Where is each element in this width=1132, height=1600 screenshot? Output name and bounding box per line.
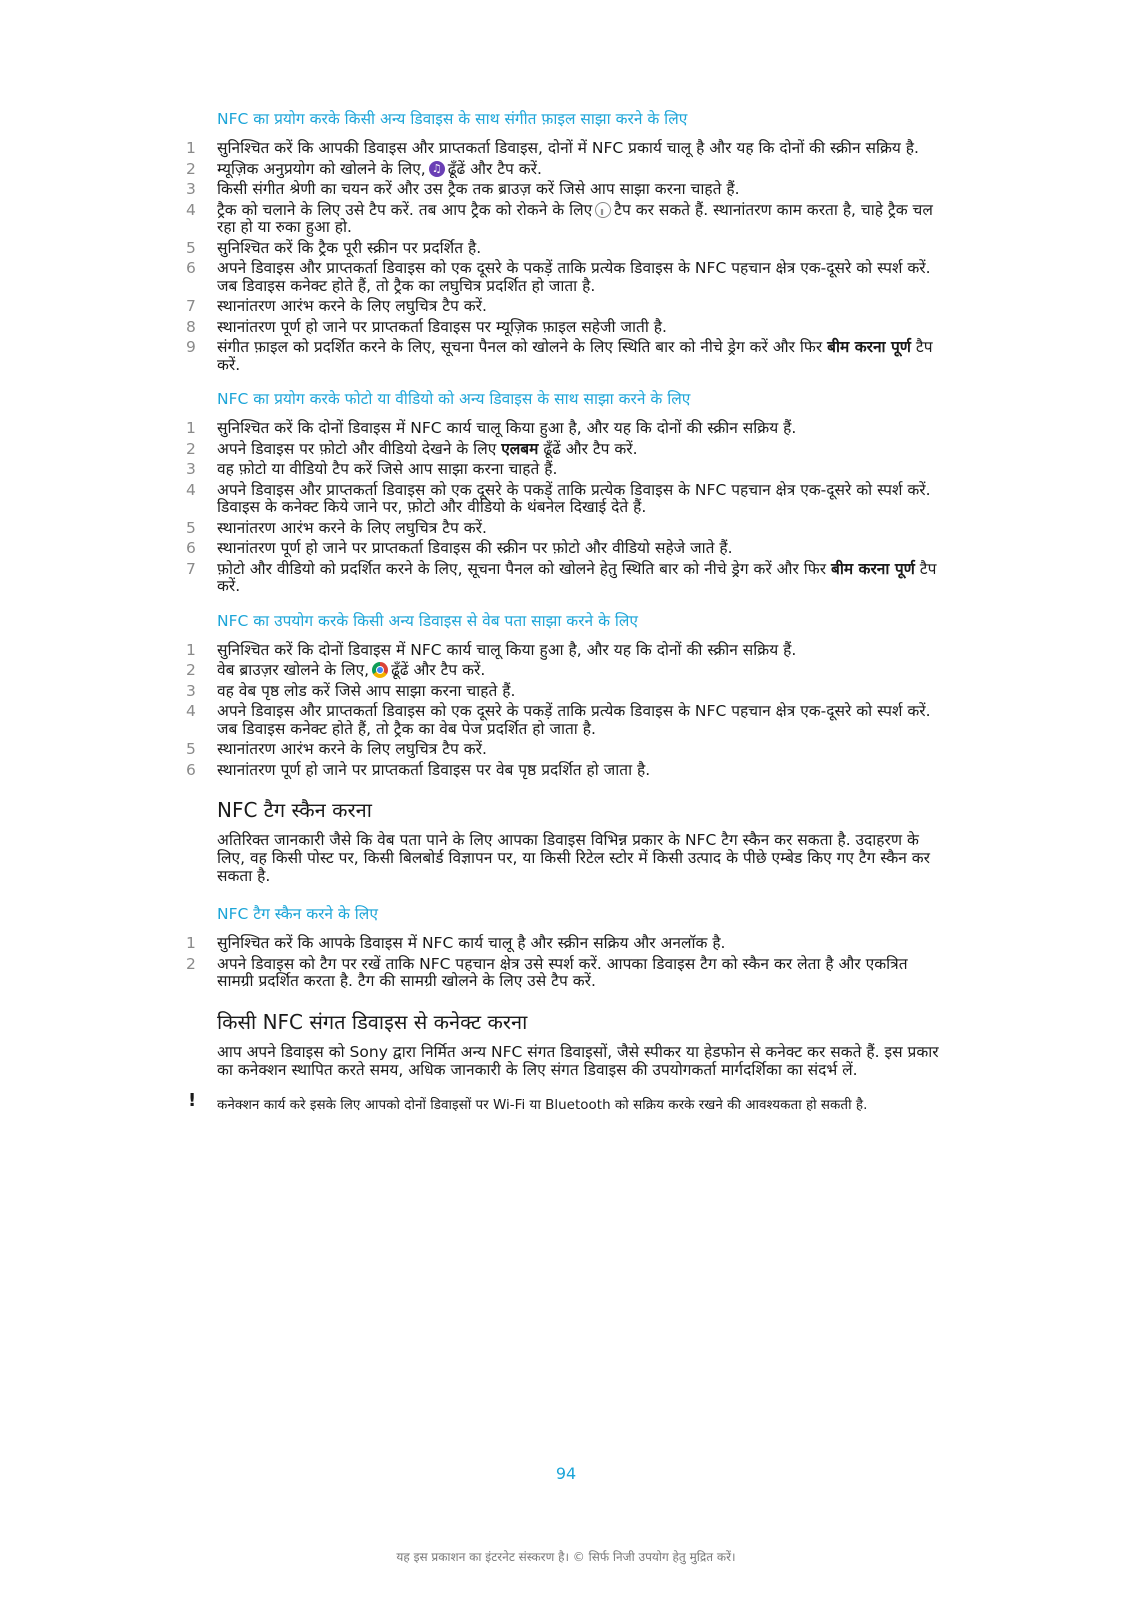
photo-share-steps <box>186 420 946 596</box>
note-text: कनेक्शन कार्य करे इसके लिए आपको दोनों डिवाइसों पर Wi-Fi या Bluetooth को सक्रिय करके रखने की आवश्यकता हो सकती है. <box>217 1096 868 1113</box>
web-share-steps <box>186 642 946 780</box>
step-number: 4 <box>186 702 196 720</box>
step-text: संगीत फ़ाइल को प्रदर्शित करने के लिए, सूचना पैनल को खोलने के लिए स्थिति बार को नीचे ड्रेग करें और फिर <box>217 338 823 356</box>
step-text: स्थानांतरण पूर्ण हो जाने पर प्राप्तकर्ता डिवाइस पर म्यूज़िक फ़ाइल सहेजी जाती है. <box>217 317 667 336</box>
step-text: अपने डिवाइस पर फ़ोटो और वीडियो देखने के लिए <box>217 439 497 458</box>
step-text: सुनिश्चित करें कि दोनों डिवाइस में NFC कार्य चालू किया हुआ है, और यह कि दोनों की स्क्रीन सक्रिय हैं. <box>217 419 797 437</box>
step-number: 7 <box>186 297 196 315</box>
list-item <box>186 935 946 953</box>
step-text: सुनिश्चित करें कि दोनों डिवाइस में NFC कार्य चालू किया हुआ है, और यह कि दोनों की स्क्रीन सक्रिय हैं. <box>217 640 797 659</box>
step-number: 6 <box>186 539 196 557</box>
nfc-tag-paragraph: अतिरिक्त जानकारी जैसे कि वेब पता पाने के लिए आपका डिवाइस विभिन्न प्रकार के NFC टैग स्कैन कर सकता है. उदाहरण के लिए, वह किसी पोस्ट पर, किसी बिलबोर्ड विज्ञापन पर, या किसी रिटेल स्टोर में किसी उत्पाद के पीछे एम्बेड किए गए टैग स्कैन कर सकता है. <box>217 831 931 885</box>
step-text: म्यूज़िक अनुप्रयोग को खोलने के लिए, <box>217 159 426 178</box>
step-text: वह वेब पृष्ठ लोड करें जिसे आप साझा करना चाहते हैं. <box>217 681 516 700</box>
step-text: वह फ़ोटो या वीडियो टैप करें जिसे आप साझा करना चाहते हैं. <box>217 460 558 478</box>
list-item <box>186 520 946 538</box>
page-content <box>186 108 946 1113</box>
list-item <box>186 703 946 738</box>
step-number: 1 <box>186 934 196 952</box>
step-text: अपने डिवाइस और प्राप्तकर्ता डिवाइस को एक दूसरे के पकड़ें ताकि प्रत्येक डिवाइस के NFC पहचान क्षेत्र एक-दूसरे को स्पर्श करें. जब डिवाइस कनेक्ट होते हैं, तो ट्रैक का लघुचित्र प्रदर्शित हो जाता है. <box>217 259 931 295</box>
music-share-subtitle: NFC का प्रयोग करके किसी अन्य डिवाइस के साथ संगीत फ़ाइल साझा करने के लिए <box>217 110 688 128</box>
step-number: 4 <box>186 200 196 219</box>
step-text: ढूँढें और टैप करें. <box>391 661 486 679</box>
step-number: 7 <box>186 559 196 578</box>
step-number: 5 <box>186 518 196 537</box>
step-text: अपने डिवाइस को टैग पर रखें ताकि NFC पहचान क्षेत्र उसे स्पर्श करें. आपका डिवाइस टैग को स्कैन कर लेता है और एकत्रित सामग्री प्रदर्शित करता है. टैग की सामग्री खोलने के लिए उसे टैप करें. <box>217 954 908 990</box>
footer-text: यह इस प्रकाशन का इंटरनेट संस्करण है। © सिर्फ निजी उपयोग हेतु मुद्रित करें। <box>396 1550 736 1564</box>
step-number: 2 <box>186 439 196 458</box>
step-text: सुनिश्चित करें कि ट्रैक पूरी स्क्रीन पर प्रदर्शित है. <box>217 238 482 257</box>
step-number: 5 <box>186 740 196 758</box>
step-text: स्थानांतरण आरंभ करने के लिए लघुचित्र टैप करें. <box>217 297 487 315</box>
list-item <box>186 482 946 517</box>
warning-note <box>188 1089 946 1113</box>
list-item <box>186 298 946 316</box>
list-item <box>186 161 946 179</box>
list-item <box>186 683 946 701</box>
nfc-tag-steps <box>186 935 946 991</box>
pause-icon <box>595 202 611 218</box>
list-item <box>186 642 946 660</box>
list-item <box>186 540 946 558</box>
list-item <box>186 181 946 199</box>
step-number: 1 <box>186 640 196 659</box>
beam-done-label: बीम करना पूर्ण <box>831 559 915 578</box>
step-number: 2 <box>186 661 196 679</box>
step-number: 2 <box>186 159 196 178</box>
step-text: ढूँढें और टैप करें. <box>543 439 638 458</box>
list-item <box>186 140 946 158</box>
step-number: 6 <box>186 760 196 779</box>
photo-share-subtitle: NFC का प्रयोग करके फोटो या वीडियो को अन्य डिवाइस के साथ साझा करने के लिए <box>217 390 691 408</box>
step-text: स्थानांतरण आरंभ करने के लिए लघुचित्र टैप करें. <box>217 518 487 537</box>
step-number: 3 <box>186 681 196 700</box>
step-number: 1 <box>186 139 196 157</box>
music-app-icon <box>429 161 445 177</box>
step-text: टैप करें. <box>217 338 933 374</box>
step-text: सुनिश्चित करें कि आपकी डिवाइस और प्राप्तकर्ता डिवाइस, दोनों में NFC प्रकार्य चालू है और यह कि दोनों की स्क्रीन सक्रिय है. <box>217 139 919 157</box>
step-number: 2 <box>186 954 196 973</box>
step-text: वेब ब्राउज़र खोलने के लिए, <box>217 661 370 679</box>
list-item <box>186 561 946 596</box>
step-number: 1 <box>186 419 196 437</box>
list-item <box>186 260 946 295</box>
step-number: 6 <box>186 259 196 277</box>
step-text: स्थानांतरण पूर्ण हो जाने पर प्राप्तकर्ता डिवाइस की स्क्रीन पर फ़ोटो और वीडियो सहेजे जाते हैं. <box>217 539 733 557</box>
step-number: 3 <box>186 460 196 478</box>
step-number: 5 <box>186 238 196 257</box>
list-item <box>186 441 946 459</box>
list-item <box>186 339 946 374</box>
list-item <box>186 741 946 759</box>
step-number: 9 <box>186 338 196 356</box>
step-text: फ़ोटो और वीडियो को प्रदर्शित करने के लिए, सूचना पैनल को खोलने हेतु स्थिति बार को नीचे ड्रेग करें और फिर <box>217 559 827 578</box>
nfc-tag-heading: NFC टैग स्कैन करना <box>217 798 372 822</box>
step-text: टैप कर सकते हैं. स्थानांतरण काम करता है, चाहे ट्रैक चल रहा हो या रुका हुआ हो. <box>217 200 933 236</box>
step-number: 8 <box>186 317 196 336</box>
step-text: ढूँढें और टैप करें. <box>447 159 542 178</box>
step-text: अपने डिवाइस और प्राप्तकर्ता डिवाइस को एक दूसरे के पकड़ें ताकि प्रत्येक डिवाइस के NFC पहचान क्षेत्र एक-दूसरे को स्पर्श करें. जब डिवाइस कनेक्ट होते हैं, तो ट्रैक का वेब पेज प्रदर्शित हो जाता है. <box>217 702 931 738</box>
list-item <box>186 202 946 237</box>
step-number: 4 <box>186 480 196 499</box>
page-number: 94 <box>555 1464 577 1483</box>
step-number: 3 <box>186 180 196 198</box>
album-label: एलबम <box>501 439 539 458</box>
list-item <box>186 461 946 479</box>
list-item <box>186 240 946 258</box>
list-item <box>186 956 946 991</box>
nfc-tag-subtitle: NFC टैग स्कैन करने के लिए <box>217 905 378 923</box>
step-text: किसी संगीत श्रेणी का चयन करें और उस ट्रैक तक ब्राउज़ करें जिसे आप साझा करना चाहते हैं. <box>217 180 740 198</box>
step-text: अपने डिवाइस और प्राप्तकर्ता डिवाइस को एक दूसरे के पकड़ें ताकि प्रत्येक डिवाइस के NFC पहचान क्षेत्र एक-दूसरे को स्पर्श करें. डिवाइस के कनेक्ट किये जाने पर, फ़ोटो और वीडियो के थंबनेल दिखाई देते हैं. <box>217 480 931 516</box>
step-text: टैप करें. <box>217 559 937 595</box>
nfc-connect-paragraph: आप अपने डिवाइस को Sony द्वारा निर्मित अन्य NFC संगत डिवाइसों, जैसे स्पीकर या हेडफोन से कनेक्ट कर सकते हैं. इस प्रकार का कनेक्शन स्थापित करते समय, अधिक जानकारी के लिए संगत डिवाइस की उपयोगकर्ता मार्गदर्शिका का संदर्भ लें. <box>217 1042 939 1079</box>
step-text: स्थानांतरण आरंभ करने के लिए लघुचित्र टैप करें. <box>217 740 487 758</box>
exclamation-icon: ! <box>188 1089 197 1111</box>
chrome-browser-icon <box>372 662 388 678</box>
nfc-connect-heading: किसी NFC संगत डिवाइस से कनेक्ट करना <box>217 1009 528 1034</box>
beam-done-label: बीम करना पूर्ण <box>827 338 911 356</box>
music-share-steps <box>186 140 946 374</box>
list-item <box>186 319 946 337</box>
step-text: ट्रैक को चलाने के लिए उसे टैप करें. तब आप ट्रैक को रोकने के लिए <box>217 200 593 219</box>
list-item <box>186 662 946 680</box>
list-item <box>186 762 946 780</box>
web-share-subtitle: NFC का उपयोग करके किसी अन्य डिवाइस से वेब पता साझा करने के लिए <box>217 611 638 630</box>
step-text: स्थानांतरण पूर्ण हो जाने पर प्राप्तकर्ता डिवाइस पर वेब पृष्ठ प्रदर्शित हो जाता है. <box>217 760 651 779</box>
step-text: सुनिश्चित करें कि आपके डिवाइस में NFC कार्य चालू है और स्क्रीन सक्रिय और अनलॉक है. <box>217 934 726 952</box>
list-item <box>186 420 946 438</box>
